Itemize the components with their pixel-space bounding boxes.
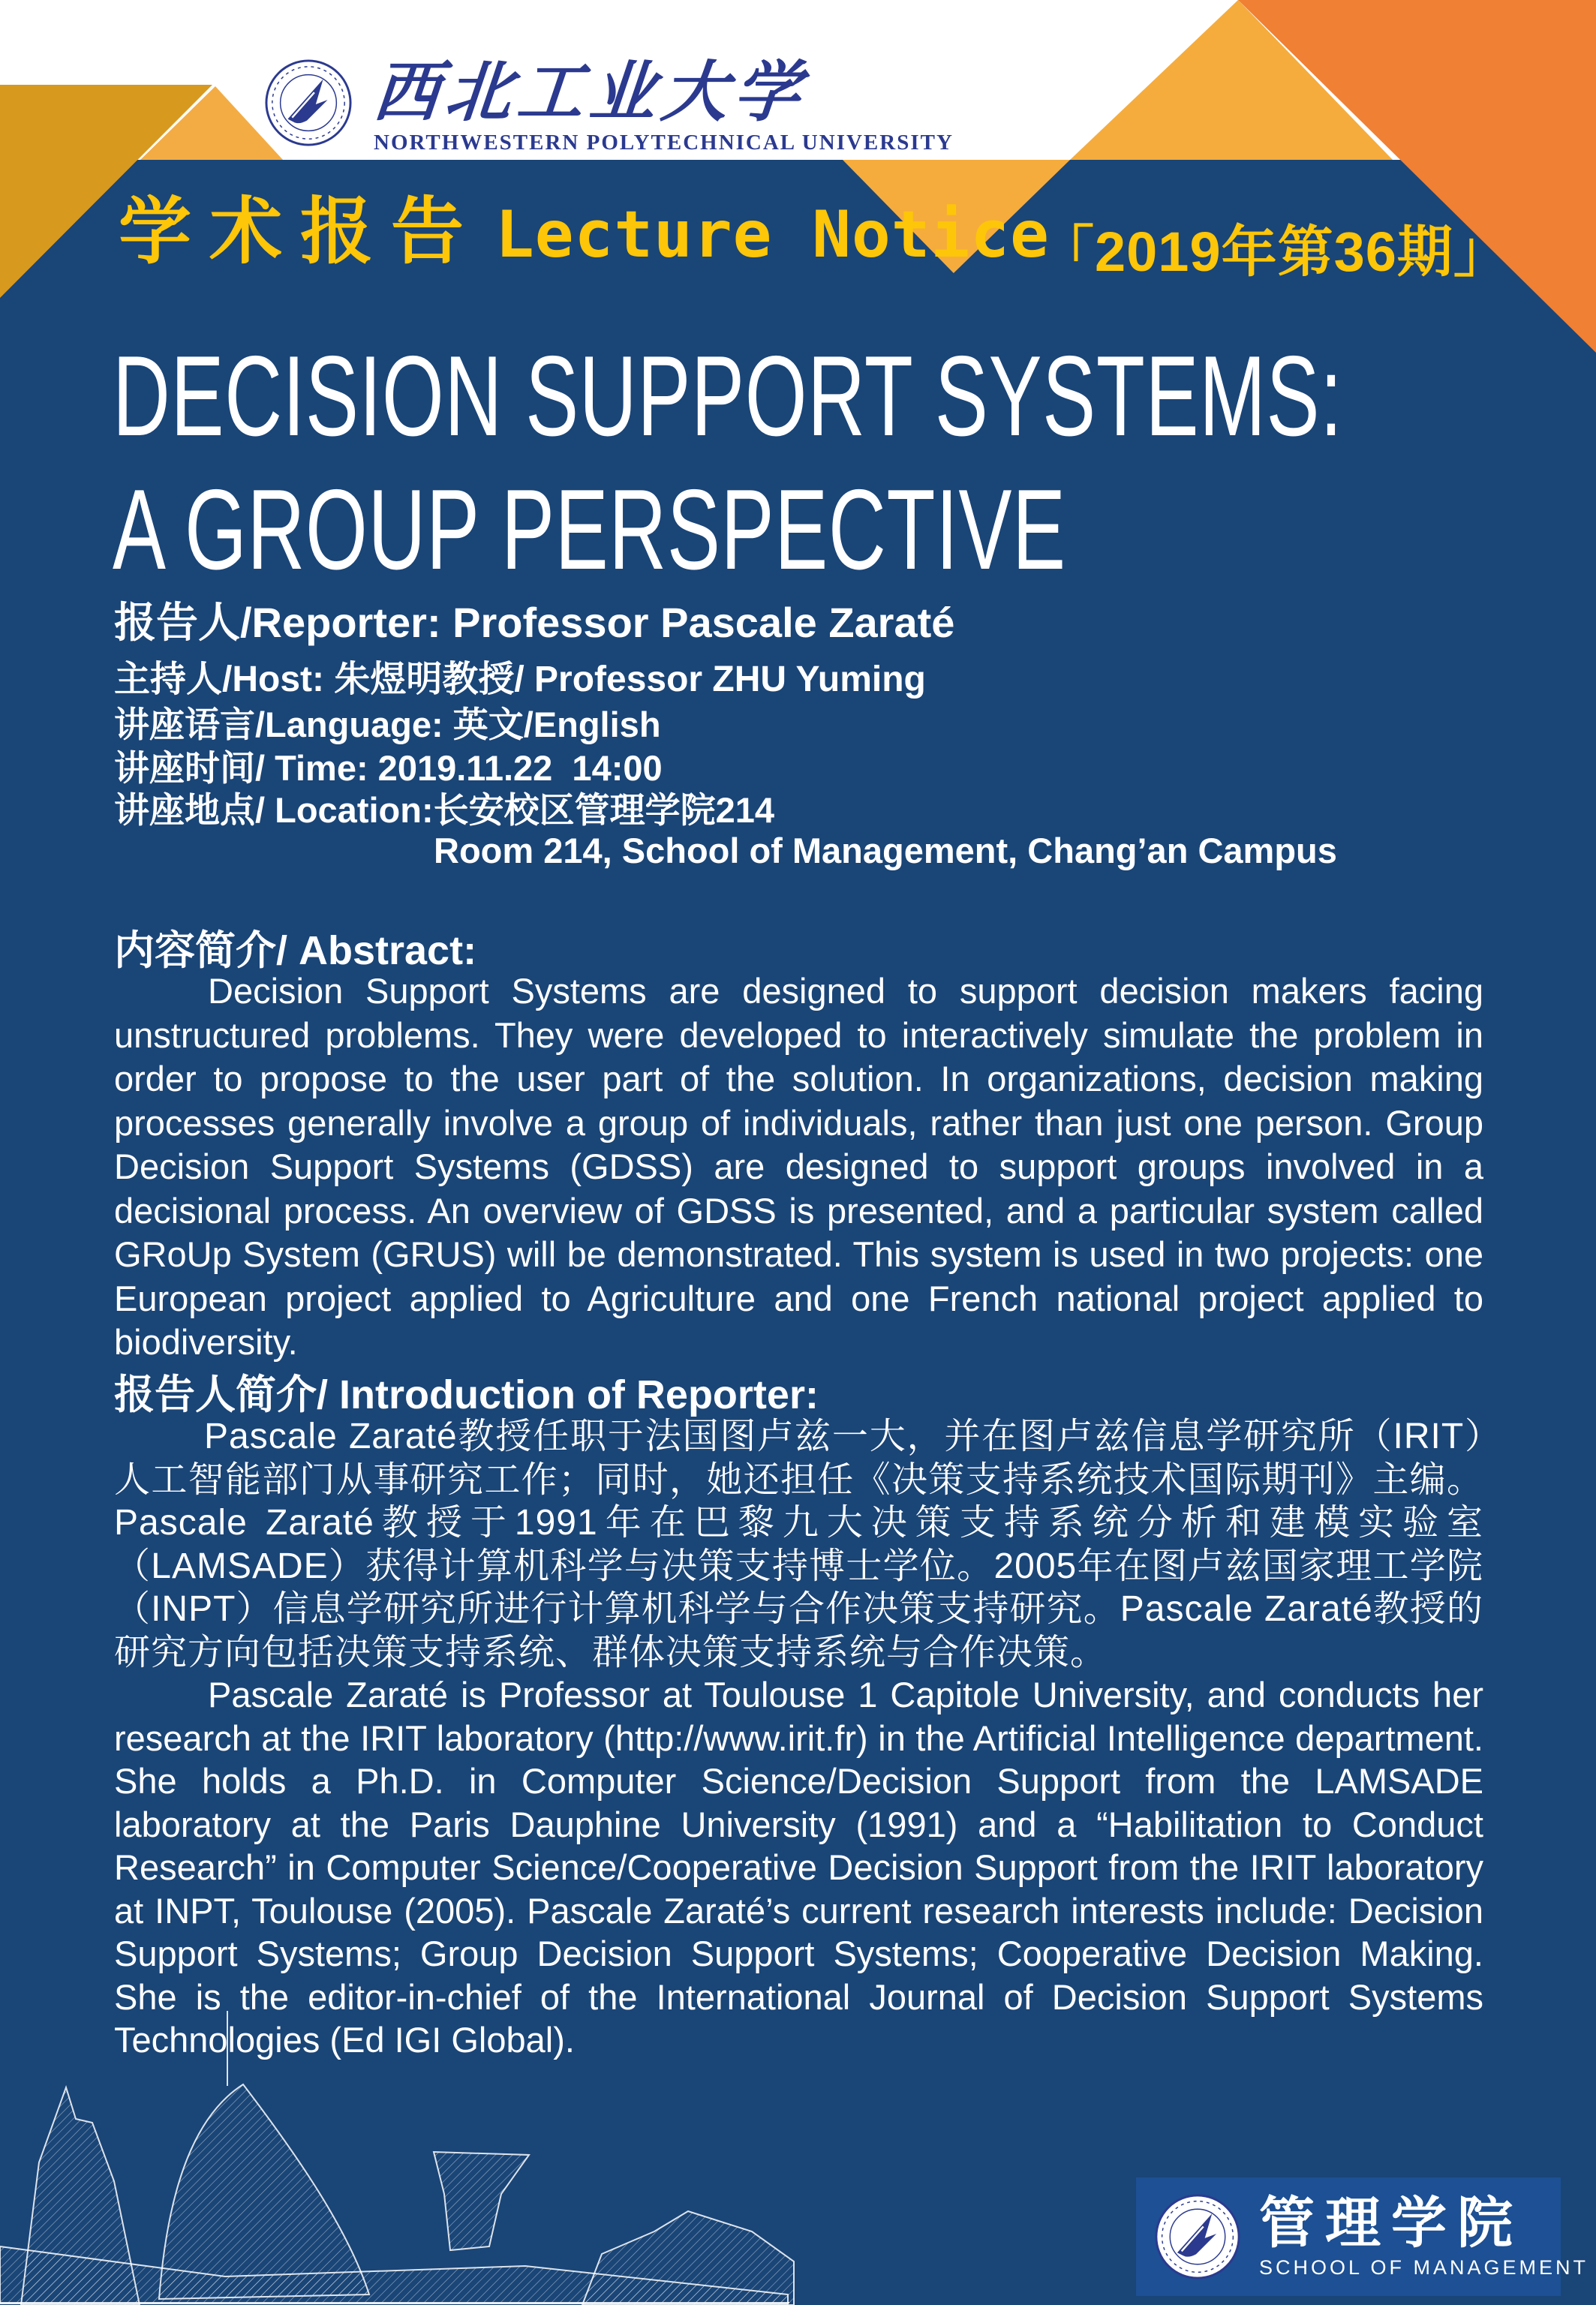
- banner-title-cn: 学术报告: [119, 191, 482, 272]
- school-of-management-badge: [1136, 2177, 1589, 2296]
- issue-number: 「2019年第36期」: [1038, 221, 1510, 283]
- lecture-title-line1: DECISION SUPPORT SYSTEMS:: [113, 332, 1343, 460]
- info-host: 主持人/Host: 朱煜明教授/ Professor ZHU Yuming: [114, 660, 926, 699]
- school-emblem-icon: [1154, 2193, 1241, 2280]
- intro-body-en: Pascale Zaraté is Professor at Toulouse 1 Capitole University, and conducts her research at the IRIT laboratory (http://www.irit.fr) in the Artificial Intelligence department. She holds a Ph.D. in Computer Science/Decision Support from the LAMSADE laboratory at the Paris Dauphine University (1991) and a “Habilitation to Conduct Research” in Computer Science/Cooperative Decision Support from the IRIT laboratory at INPT, Toulouse (2005). Pascale Zaraté’s current research interests include: Decision Support Systems; Group Decision Support Systems; Cooperative Decision Making. She is the editor-in-chief of the International Journal of Decision Support Systems Technologies (Ed IGI Global).: [114, 1675, 1483, 2060]
- banner-title: [119, 191, 1050, 272]
- university-emblem-icon: [264, 59, 353, 147]
- university-name-en: NORTHWESTERN POLYTECHNICAL UNIVERSITY: [374, 131, 954, 155]
- city-skyline-sketch: [0, 2005, 825, 2305]
- info-location: 讲座地点/ Location:长安校区管理学院214: [114, 790, 775, 830]
- university-name: [370, 53, 954, 155]
- lecture-title-line2: A GROUP PERSPECTIVE: [113, 466, 1066, 594]
- school-name-cn: 管理学院: [1259, 2191, 1523, 2254]
- university-name-cn: 西北工业大学: [370, 53, 810, 131]
- info-reporter: 报告人/Reporter: Professor Pascale Zaraté: [114, 599, 955, 646]
- banner-title-en: Lecture Notice: [495, 197, 1050, 272]
- university-logo: [264, 53, 954, 155]
- deco-triangle-right-orange: [1238, 0, 1596, 353]
- school-name-en: SCHOOL OF MANAGEMENT: [1259, 2256, 1589, 2279]
- info-language: 讲座语言/Language: 英文/English: [114, 705, 661, 744]
- abstract-body: Decision Support Systems are designed to support decision makers facing unstructured problems. They were developed to interactively simulate the problem in order to propose to the user part of the solution. In organizations, decision making processes generally involve a group of individuals, rather than just one person. Group Decision Support Systems (GDSS) are designed to support groups involved in a decisional process. An overview of GDSS is presented, and a particular system called GRoUp System (GRUS) will be demonstrated. This system is used in two projects: one European project applied to Agriculture and one French national project applied to biodiversity.: [114, 971, 1483, 1362]
- intro-heading: 报告人简介/ Introduction of Reporter:: [114, 1372, 819, 1417]
- abstract-heading: 内容简介/ Abstract:: [114, 928, 477, 973]
- intro-body-cn: Pascale Zaraté教授任职于法国图卢兹一大，并在图卢兹信息学研究所（IRIT）人工智能部门从事研究工作；同时，她还担任《决策支持系统技术国际期刊》主编。Pascale Zaraté教授于1991年在巴黎九大决策支持系统分析和建模实验室（LAMSADE）获得计算机科学与决策支持博士学位。2005年在图卢兹国家理工学院（INPT）信息学研究所进行计算机科学与合作决策支持研究。Pascale Zaraté教授的研究方向包括决策支持系统、群体决策支持系统与合作决策。: [114, 1417, 1483, 1672]
- info-location-en: Room 214, School of Management, Chang’an Campus: [434, 831, 1337, 870]
- info-time: 讲座时间/ Time: 2019.11.22 14:00: [114, 748, 663, 788]
- school-name: [1259, 2191, 1589, 2280]
